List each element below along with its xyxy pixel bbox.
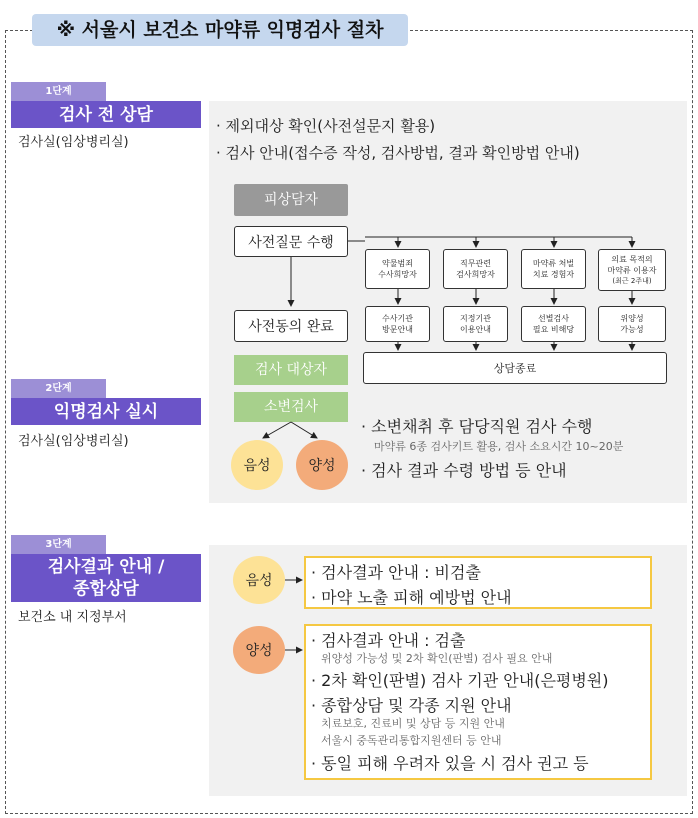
category-treatment-box	[521, 249, 586, 289]
guide-line: 위양성	[620, 314, 644, 323]
category-line: 마약류 처벌	[532, 259, 575, 268]
positive-circle: 양성	[296, 440, 348, 490]
guide-line: 필요 비해당	[532, 325, 575, 334]
consultation-end-box: 상담종료	[363, 352, 667, 384]
step3-location: 보건소 내 지정부서	[18, 610, 127, 625]
guide-line: 방문안내	[382, 325, 413, 334]
guide-line: 지정기관	[460, 314, 491, 323]
guide-designated-box	[443, 306, 508, 342]
guide-line: 이용안내	[460, 325, 491, 334]
guide-investigation-box	[365, 306, 430, 342]
prequestion-box: 사전질문 수행	[234, 226, 348, 257]
guide-false-positive-box	[598, 306, 666, 342]
stage2-bullet-2: · 검사 결과 수령 방법 등 안내	[361, 461, 567, 480]
positive-sub-1: 위양성 가능성 및 2차 확인(판별) 검사 필요 안내	[321, 652, 553, 665]
step3-name: 검사결과 안내 / 종합상담	[11, 554, 201, 602]
stage3-positive-circle: 양성	[233, 626, 285, 674]
step1-badge: 1단계	[11, 82, 106, 101]
stage2-sub-1: 마약류 6종 검사키트 활용, 검사 소요시간 10~20분	[374, 440, 624, 453]
negative-circle: 음성	[231, 440, 283, 490]
negative-line-2: · 마약 노출 피해 예방법 안내	[311, 588, 512, 607]
stage3-negative-circle: 음성	[233, 556, 285, 604]
category-line: 직무관련	[460, 259, 491, 268]
positive-line-2: · 2차 확인(판별) 검사 기관 안내(은평병원)	[311, 671, 609, 690]
positive-line-1: · 검사결과 안내 : 검출	[311, 631, 466, 650]
category-line: 의료 목적의	[611, 254, 653, 264]
step1-name: 검사 전 상담	[11, 101, 201, 128]
guide-screening-box	[521, 306, 586, 342]
stage1-bullet-1: · 제외대상 확인(사전설문지 활용)	[216, 117, 436, 135]
consent-box: 사전동의 완료	[234, 310, 348, 342]
guide-line: 가능성	[620, 325, 644, 334]
category-line: 치료 경험자	[532, 270, 575, 279]
step2-name: 익명검사 실시	[11, 398, 201, 425]
category-medical-box	[598, 249, 666, 291]
step2-badge: 2단계	[11, 379, 106, 398]
stage1-bullet-2: · 검사 안내(접수증 작성, 검사방법, 결과 확인방법 안내)	[216, 144, 580, 162]
category-crime-box	[365, 249, 430, 289]
guide-line: 선별검사	[538, 314, 569, 323]
counselee-box: 피상담자	[234, 184, 348, 216]
category-line: 약물범죄	[382, 259, 413, 268]
category-line: 수사희망자	[378, 270, 417, 279]
category-line: (최근 2주내)	[612, 276, 652, 285]
positive-sub-3b: 서울시 중독관리통합지원센터 등 안내	[321, 734, 502, 747]
test-target-box: 검사 대상자	[234, 355, 348, 385]
positive-sub-3a: 치료보호, 진료비 및 상담 등 지원 안내	[321, 717, 505, 730]
urine-test-box: 소변검사	[234, 392, 348, 422]
positive-line-3: · 종합상담 및 각종 지원 안내	[311, 696, 512, 715]
step3-badge: 3단계	[11, 535, 106, 554]
step2-location: 검사실(임상병리실)	[18, 434, 129, 449]
negative-line-1: · 검사결과 안내 : 비검출	[311, 563, 481, 582]
stage2-bullet-1: · 소변채취 후 담당직원 검사 수행	[361, 417, 593, 436]
category-line: 마약류 이용자	[607, 265, 657, 275]
category-line: 검사희망자	[456, 270, 495, 279]
page-title: ※ 서울시 보건소 마약류 익명검사 절차	[32, 14, 408, 46]
positive-line-4: · 동일 피해 우려자 있을 시 검사 권고 등	[311, 754, 589, 773]
step1-location: 검사실(임상병리실)	[18, 135, 129, 150]
guide-line: 수사기관	[382, 314, 413, 323]
category-job-box	[443, 249, 508, 289]
